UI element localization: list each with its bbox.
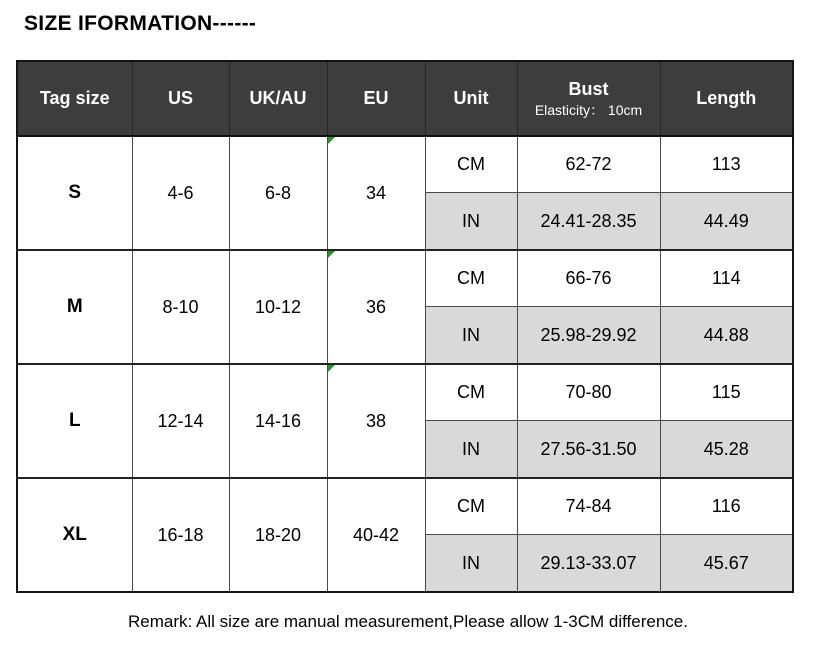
length-cell: 44.49 <box>660 193 793 251</box>
unit-cell: IN <box>425 535 517 593</box>
length-cell: 44.88 <box>660 307 793 365</box>
header-bust-subtitle: Elasticity： 10cm <box>534 102 643 118</box>
table-row-s-cm <box>17 136 793 193</box>
length-cell: 114 <box>660 250 793 307</box>
header-unit: Unit <box>425 61 517 136</box>
bust-cell: 74-84 <box>517 478 660 535</box>
uk-au-cell: 10-12 <box>229 250 327 364</box>
table-row-l-cm <box>17 364 793 421</box>
uk-au-cell: 18-20 <box>229 478 327 592</box>
eu-cell <box>327 478 425 592</box>
bust-cell: 25.98-29.92 <box>517 307 660 365</box>
page-title: SIZE IFORMATION------ <box>24 12 257 35</box>
eu-value: 38 <box>365 410 387 431</box>
us-cell: 12-14 <box>132 364 229 478</box>
tag-size-cell: M <box>17 250 132 364</box>
length-cell: 113 <box>660 136 793 193</box>
eu-cell <box>327 136 425 250</box>
tag-size-cell: L <box>17 364 132 478</box>
header-row <box>17 61 793 136</box>
bust-cell: 62-72 <box>517 136 660 193</box>
size-table <box>16 60 794 593</box>
header-tag-size: Tag size <box>17 61 132 136</box>
unit-cell: IN <box>425 307 517 365</box>
eu-value: 40-42 <box>352 524 400 545</box>
length-cell: 116 <box>660 478 793 535</box>
unit-cell: IN <box>425 193 517 251</box>
unit-cell: CM <box>425 364 517 421</box>
header-bust-label: Bust <box>568 79 609 99</box>
bust-cell: 66-76 <box>517 250 660 307</box>
bust-cell: 70-80 <box>517 364 660 421</box>
bust-cell: 27.56-31.50 <box>517 421 660 479</box>
us-cell: 16-18 <box>132 478 229 592</box>
excel-flag-icon <box>328 137 335 144</box>
unit-cell: CM <box>425 478 517 535</box>
us-cell: 4-6 <box>132 136 229 250</box>
uk-au-cell: 6-8 <box>229 136 327 250</box>
us-cell: 8-10 <box>132 250 229 364</box>
excel-flag-icon <box>328 251 335 258</box>
bust-cell: 24.41-28.35 <box>517 193 660 251</box>
eu-value: 34 <box>365 182 387 203</box>
length-cell: 45.28 <box>660 421 793 479</box>
header-uk-au: UK/AU <box>229 61 327 136</box>
unit-cell: IN <box>425 421 517 479</box>
excel-flag-icon <box>328 365 335 372</box>
length-cell: 45.67 <box>660 535 793 593</box>
table-row-m-cm <box>17 250 793 307</box>
header-bust <box>517 61 660 136</box>
tag-size-cell: XL <box>17 478 132 592</box>
header-eu: EU <box>327 61 425 136</box>
tag-size-cell: S <box>17 136 132 250</box>
table-row-xl-cm <box>17 478 793 535</box>
unit-cell: CM <box>425 250 517 307</box>
eu-cell <box>327 364 425 478</box>
bust-cell: 29.13-33.07 <box>517 535 660 593</box>
eu-value: 36 <box>365 296 387 317</box>
header-us: US <box>132 61 229 136</box>
length-cell: 115 <box>660 364 793 421</box>
remark-text: Remark: All size are manual measurement,Please allow 1-3CM difference. <box>128 612 688 631</box>
uk-au-cell: 14-16 <box>229 364 327 478</box>
header-length: Length <box>660 61 793 136</box>
eu-cell <box>327 250 425 364</box>
unit-cell: CM <box>425 136 517 193</box>
